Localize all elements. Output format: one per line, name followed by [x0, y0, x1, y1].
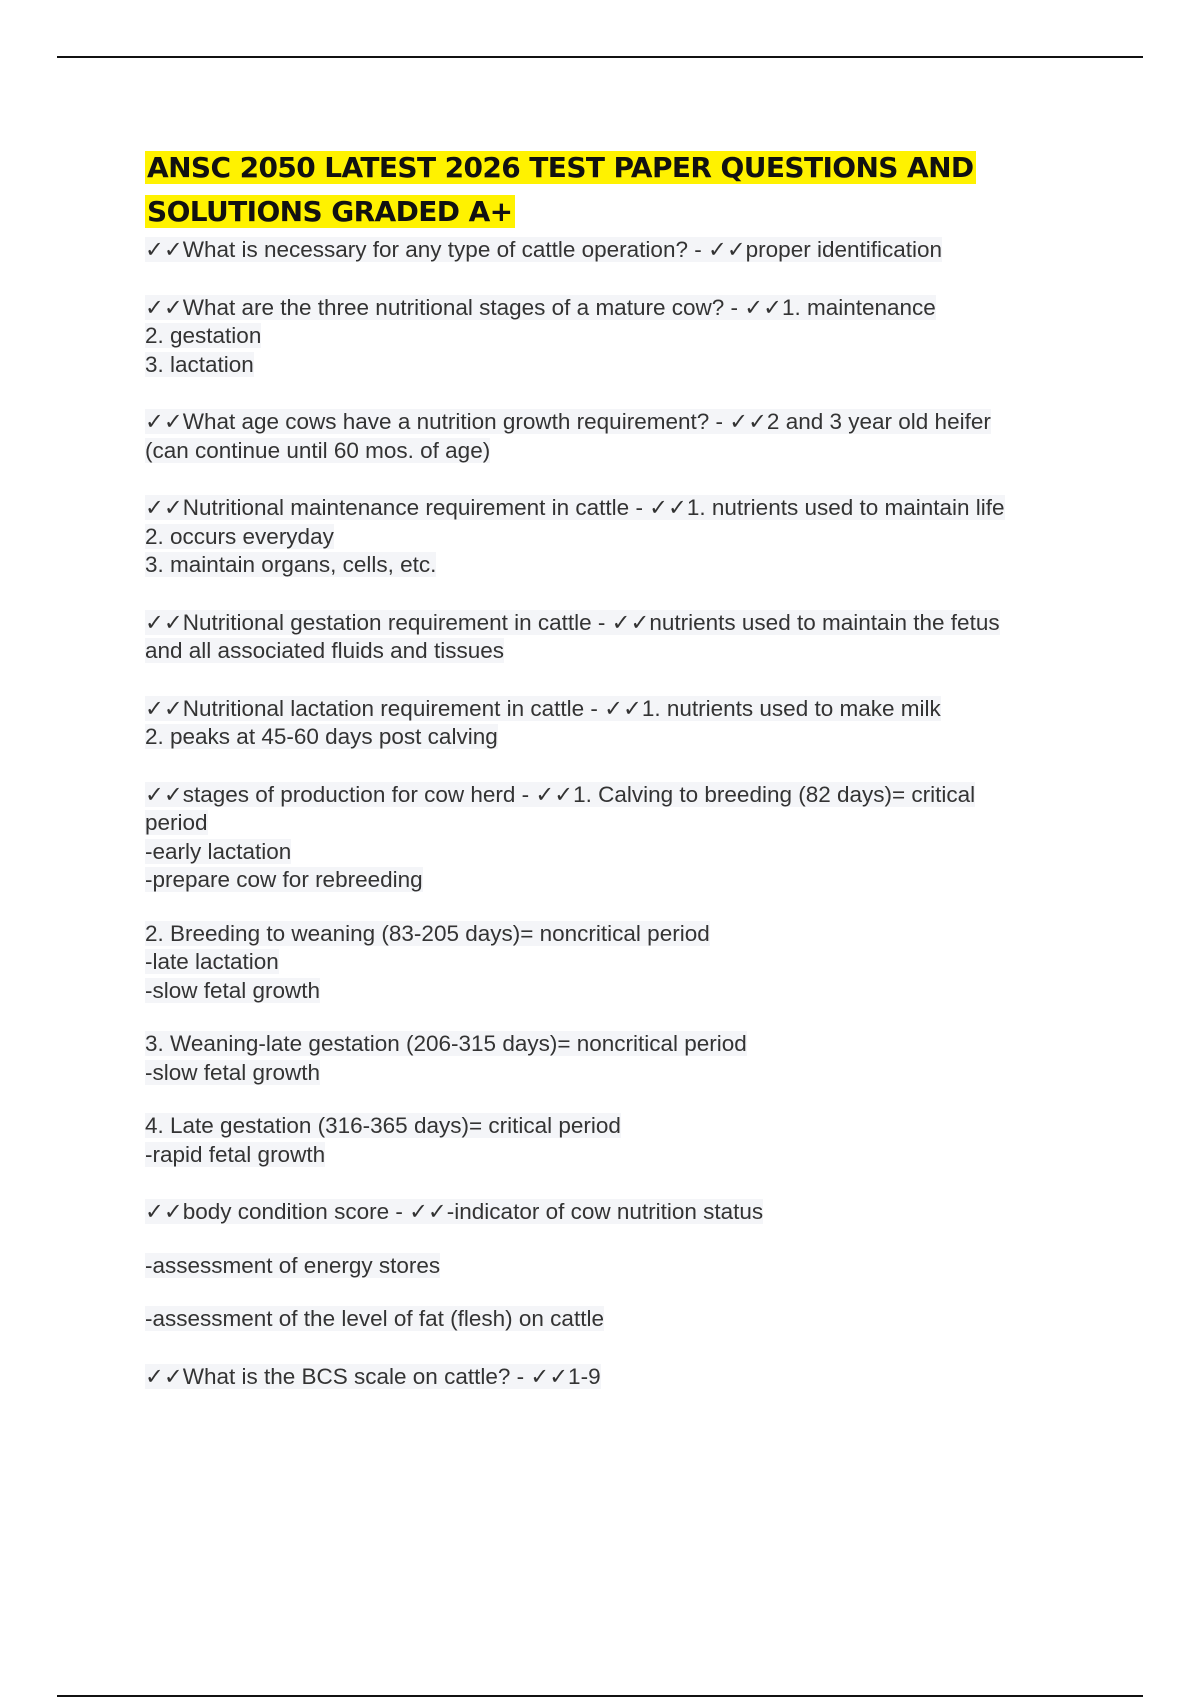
qa-entry [145, 1198, 1075, 1227]
document-title: ANSC 2050 LATEST 2026 TEST PAPER QUESTIONS AND SOLUTIONS GRADED A+ [147, 151, 974, 228]
entry-line: -assessment of the level of fat (flesh) on cattle [145, 1306, 604, 1331]
qa-entry [145, 1363, 1075, 1392]
entry-line: ✓✓What age cows have a nutrition growth requirement? - ✓✓2 and 3 year old heifer [145, 409, 991, 434]
header-rule [57, 56, 1143, 58]
entry-line: 3. Weaning-late gestation (206-315 days)= noncritical period [145, 1031, 747, 1056]
entry-line: -prepare cow for rebreeding [145, 867, 423, 892]
document-body [145, 146, 1075, 1391]
qa-entry [145, 294, 1075, 380]
qa-entry [145, 408, 1075, 465]
entry-line: 3. lactation [145, 351, 254, 377]
entry-line: -slow fetal growth [145, 977, 321, 1003]
qa-entry [145, 1252, 1075, 1281]
entry-line: 2. gestation [145, 323, 262, 348]
qa-entry [145, 1030, 1075, 1087]
entry-line: 2. occurs everyday [145, 523, 334, 549]
entry-line: period [145, 810, 208, 835]
entry-line: -assessment of energy stores [145, 1252, 441, 1278]
entry-line: ✓✓What are the three nutritional stages of a mature cow? - ✓✓1. maintenance [145, 294, 936, 320]
entry-line: ✓✓What is necessary for any type of cattle operation? - ✓✓proper identification [145, 237, 943, 262]
entry-line: -slow fetal growth [145, 1059, 321, 1085]
entry-line: -late lactation [145, 949, 279, 974]
qa-entry [145, 236, 1075, 265]
entry-line: 2. peaks at 45-60 days post calving [145, 724, 498, 749]
qa-entry [145, 494, 1075, 580]
entry-line: (can continue until 60 mos. of age) [145, 437, 491, 463]
entry-line: -early lactation [145, 838, 292, 864]
qa-entry [145, 695, 1075, 752]
entry-line: 3. maintain organs, cells, etc. [145, 552, 437, 577]
entry-line: ✓✓stages of production for cow herd - ✓✓1. Calving to breeding (82 days)= critical [145, 781, 976, 807]
entry-line: 2. Breeding to weaning (83-205 days)= noncritical period [145, 920, 710, 946]
entry-line: ✓✓What is the BCS scale on cattle? - ✓✓1-9 [145, 1363, 601, 1389]
entry-line: and all associated fluids and tissues [145, 638, 504, 663]
entry-line: ✓✓Nutritional gestation requirement in cattle - ✓✓nutrients used to maintain the fetus [145, 609, 1000, 635]
qa-entry [145, 781, 1075, 895]
entry-line: 4. Late gestation (316-365 days)= critical period [145, 1113, 621, 1138]
qa-entry [145, 609, 1075, 666]
qa-entry [145, 1305, 1075, 1334]
entry-line: ✓✓Nutritional maintenance requirement in cattle - ✓✓1. nutrients used to maintain life [145, 495, 1005, 520]
entry-line: ✓✓body condition score - ✓✓-indicator of cow nutrition status [145, 1199, 764, 1224]
entry-line: -rapid fetal growth [145, 1141, 326, 1167]
entry-line: ✓✓Nutritional lactation requirement in cattle - ✓✓1. nutrients used to make milk [145, 695, 941, 721]
qa-entry [145, 1112, 1075, 1169]
qa-entry [145, 920, 1075, 1006]
footer-rule [57, 1695, 1143, 1697]
